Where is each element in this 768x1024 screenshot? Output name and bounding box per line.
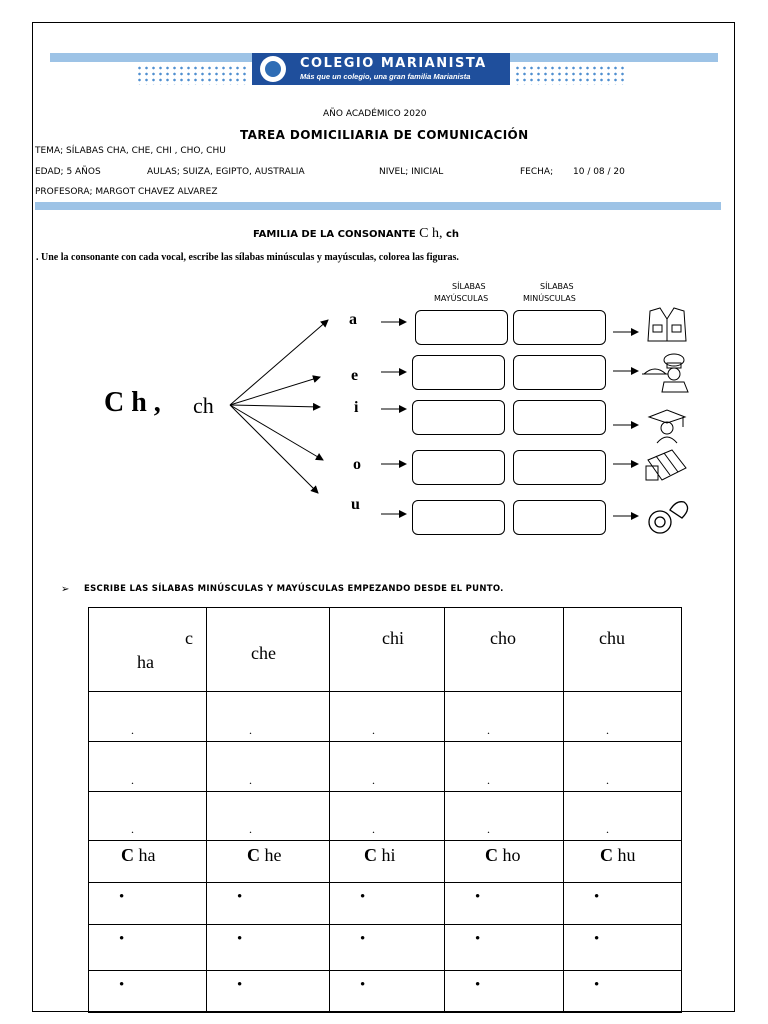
- write-cell[interactable]: [445, 971, 564, 1013]
- write-cell[interactable]: [564, 925, 682, 971]
- model-cell-chu: [564, 608, 682, 692]
- start-dot: .: [487, 773, 490, 787]
- write-cell[interactable]: [445, 692, 564, 742]
- model-cell-che: [207, 608, 330, 692]
- write-cell[interactable]: [445, 883, 564, 925]
- classrooms-field: AULAS; SUIZA, EGIPTO, AUSTRALIA: [147, 167, 305, 177]
- start-bullet: •: [119, 931, 125, 947]
- col-header-upper-2: MAYÚSCULAS: [434, 294, 489, 303]
- model-Che-C: C: [247, 845, 260, 865]
- fan-arrow-e: [230, 377, 320, 405]
- write-cell[interactable]: [564, 883, 682, 925]
- table-row: [89, 742, 682, 792]
- table-row: [89, 692, 682, 742]
- start-bullet: •: [237, 977, 243, 993]
- table-row: [89, 971, 682, 1013]
- upper-box-o[interactable]: [412, 450, 505, 485]
- start-dot: .: [249, 723, 252, 737]
- start-dot: .: [249, 773, 252, 787]
- start-bullet: •: [475, 889, 481, 905]
- start-dot: .: [131, 773, 134, 787]
- write-cell[interactable]: [89, 792, 207, 841]
- lower-box-u[interactable]: [513, 500, 606, 535]
- lower-box-o[interactable]: [513, 450, 606, 485]
- write-cell[interactable]: [564, 971, 682, 1013]
- model-cha-ha: ha: [137, 652, 154, 672]
- consonant-lower: ch: [193, 393, 214, 418]
- start-bullet: •: [475, 977, 481, 993]
- model-Chu-rest: hu: [613, 845, 636, 865]
- start-dot: .: [606, 723, 609, 737]
- write-cell[interactable]: [330, 792, 445, 841]
- table-row: [89, 883, 682, 925]
- start-bullet: •: [475, 931, 481, 947]
- start-dot: .: [487, 822, 490, 836]
- table-row: [89, 792, 682, 841]
- consonant-upper: C h ,: [104, 387, 161, 418]
- model-cell-cha: [89, 608, 207, 692]
- table-row: [89, 925, 682, 971]
- fan-arrow-a: [230, 320, 328, 405]
- write-cell[interactable]: [207, 971, 330, 1013]
- topic-line: TEMA; SÍLABAS CHA, CHE, CHI , CHO, CHU: [35, 146, 226, 156]
- date-value: 10 / 08 / 20: [573, 167, 625, 177]
- start-dot: .: [131, 822, 134, 836]
- model-cell-Cho: [445, 841, 564, 883]
- model-Chi-C: C: [364, 845, 377, 865]
- model-Che: [247, 845, 282, 866]
- fan-arrow-i: [230, 405, 320, 407]
- academic-year: AÑO ACADÉMICO 2020: [323, 109, 427, 119]
- start-bullet: •: [360, 889, 366, 905]
- logo-subtitle: Más que un colegio, una gran familia Marianista: [300, 72, 471, 81]
- section1-title-prefix: FAMILIA DE LA CONSONANTE: [253, 229, 416, 240]
- model-che: che: [251, 643, 276, 663]
- level-field: NIVEL; INICIAL: [379, 167, 444, 177]
- write-cell[interactable]: [89, 692, 207, 742]
- write-cell[interactable]: [89, 925, 207, 971]
- write-cell[interactable]: [207, 792, 330, 841]
- vest-picture[interactable]: [642, 305, 692, 345]
- model-Cho-C: C: [485, 845, 498, 865]
- model-Cha-rest: ha: [134, 845, 156, 865]
- teacher-field: PROFESORA; MARGOT CHAVEZ ALVAREZ: [35, 187, 218, 197]
- lower-box-i[interactable]: [513, 400, 606, 435]
- chef-picture[interactable]: [640, 352, 695, 394]
- model-cell-Cha: [89, 841, 207, 883]
- pacifier-picture[interactable]: [642, 494, 692, 540]
- vowel-i: i: [354, 399, 359, 416]
- start-dot: .: [131, 723, 134, 737]
- upper-box-e[interactable]: [412, 355, 505, 390]
- model-Cha: [121, 845, 156, 866]
- start-dot: .: [606, 773, 609, 787]
- lower-box-a[interactable]: [513, 310, 606, 345]
- write-cell[interactable]: [89, 971, 207, 1013]
- chocolate-picture[interactable]: [642, 446, 692, 484]
- write-cell[interactable]: [564, 792, 682, 841]
- write-cell[interactable]: [207, 742, 330, 792]
- model-Cho: [485, 845, 521, 866]
- write-cell[interactable]: [445, 792, 564, 841]
- write-cell[interactable]: [445, 925, 564, 971]
- write-cell[interactable]: [564, 692, 682, 742]
- start-bullet: •: [360, 931, 366, 947]
- section2-bullet-icon: ➢: [61, 584, 70, 595]
- model-cell-Chi: [330, 841, 445, 883]
- vowel-o: o: [353, 456, 361, 473]
- model-Chu-C: C: [600, 845, 613, 865]
- date-label: FECHA;: [520, 167, 554, 177]
- write-cell[interactable]: [330, 742, 445, 792]
- section2-instruction: ESCRIBE LAS SÍLABAS MINÚSCULAS Y MAYÚSCULAS EMPEZANDO DESDE EL PUNTO.: [84, 584, 504, 594]
- write-cell[interactable]: [330, 971, 445, 1013]
- start-dot: .: [372, 822, 375, 836]
- upper-box-a[interactable]: [415, 310, 508, 345]
- syllable-writing-table: [88, 607, 682, 1013]
- model-cha-c: c: [185, 628, 193, 648]
- write-cell[interactable]: [445, 742, 564, 792]
- model-Che-rest: he: [260, 845, 282, 865]
- model-cell-chi: [330, 608, 445, 692]
- write-cell[interactable]: [89, 742, 207, 792]
- write-cell[interactable]: [330, 925, 445, 971]
- start-dot: .: [372, 723, 375, 737]
- model-cell-cho: [445, 608, 564, 692]
- write-cell[interactable]: [564, 742, 682, 792]
- write-cell[interactable]: [207, 883, 330, 925]
- col-header-upper-1: SÍLABAS: [452, 282, 486, 291]
- model-cell-Chu: [564, 841, 682, 883]
- vowel-e: e: [351, 367, 359, 384]
- graduate-picture[interactable]: [645, 407, 690, 445]
- model-Chi-rest: hi: [377, 845, 396, 865]
- model-Chu: [600, 845, 636, 866]
- start-bullet: •: [594, 931, 600, 947]
- age-field: EDAD; 5 AÑOS: [35, 167, 101, 177]
- write-cell[interactable]: [330, 692, 445, 742]
- model-Chi: [364, 845, 396, 866]
- write-cell[interactable]: [89, 883, 207, 925]
- vowel-u: u: [351, 496, 360, 513]
- model-Cho-rest: ho: [498, 845, 521, 865]
- start-bullet: •: [360, 977, 366, 993]
- col-header-lower-2: MINÚSCULAS: [523, 294, 576, 303]
- section1-title-suffix: ch: [445, 229, 460, 240]
- start-dot: .: [487, 723, 490, 737]
- start-dot: .: [372, 773, 375, 787]
- upper-box-i[interactable]: [412, 400, 505, 435]
- write-cell[interactable]: [207, 925, 330, 971]
- col-header-lower-1: SÍLABAS: [540, 282, 574, 291]
- model-chi: chi: [382, 628, 404, 648]
- lower-box-e[interactable]: [513, 355, 606, 390]
- upper-box-u[interactable]: [412, 500, 505, 535]
- assignment-title: TAREA DOMICILIARIA DE COMUNICACIÓN: [240, 128, 529, 142]
- vowel-a: a: [349, 311, 357, 328]
- start-bullet: •: [594, 889, 600, 905]
- start-bullet: •: [119, 977, 125, 993]
- section1-instruction: . Une la consonante con cada vocal, escribe las sílabas minúsculas y mayúsculas, colorea las figuras.: [36, 252, 459, 263]
- start-bullet: •: [594, 977, 600, 993]
- model-Cha-C: C: [121, 845, 134, 865]
- table-row-uppercase-models: [89, 841, 682, 883]
- write-cell[interactable]: [207, 692, 330, 742]
- start-bullet: •: [237, 889, 243, 905]
- model-cell-Che: [207, 841, 330, 883]
- start-bullet: •: [237, 931, 243, 947]
- section1-title-big: C h,: [419, 226, 443, 241]
- model-chu: chu: [599, 628, 625, 648]
- start-dot: .: [606, 822, 609, 836]
- write-cell[interactable]: [330, 883, 445, 925]
- start-bullet: •: [119, 889, 125, 905]
- model-cho: cho: [490, 628, 516, 648]
- start-dot: .: [249, 822, 252, 836]
- table-row-lowercase-models: [89, 608, 682, 692]
- logo-title: COLEGIO MARIANISTA: [300, 56, 487, 71]
